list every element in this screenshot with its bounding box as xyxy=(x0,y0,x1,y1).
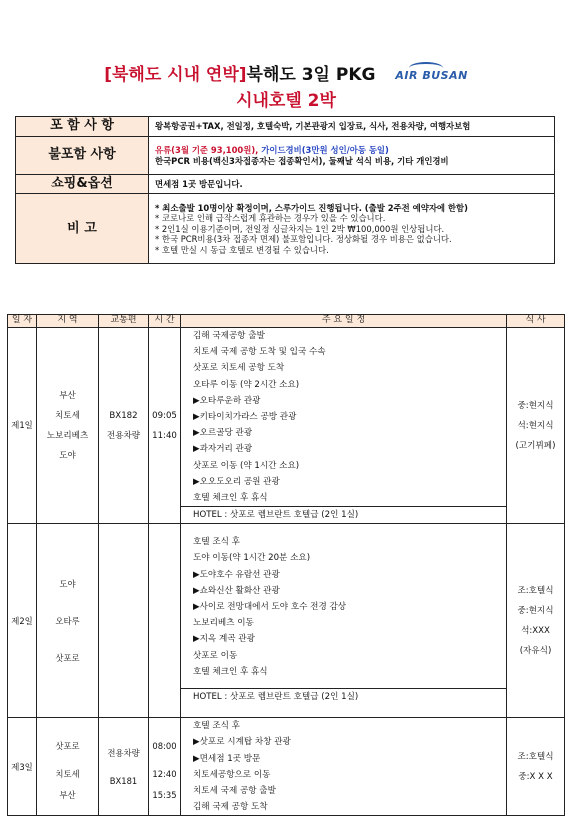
day-label: 제1일 xyxy=(8,328,37,524)
meals: 조:호텔식 중:현지식 석:XXX (자유식) xyxy=(507,524,565,718)
transport: BX182 전용차량 xyxy=(99,328,149,524)
schedule-table xyxy=(7,314,565,816)
times: 09:05 11:40 xyxy=(149,328,181,524)
info-table xyxy=(15,116,555,264)
day-row-2 xyxy=(8,524,565,718)
regions: 삿포로 치토세 부산 xyxy=(37,718,99,816)
remarks-label: 비 고 xyxy=(16,194,149,264)
fuel-charge: 유류(3월 기준 93,100원), xyxy=(155,145,262,155)
air-busan-logo: AIR BUSAN xyxy=(395,69,467,82)
shopping-label: 쇼핑&옵션 xyxy=(16,175,149,194)
day-label: 제2일 xyxy=(8,524,37,718)
regions: 도야 오타루 삿포로 xyxy=(37,524,99,718)
day-plan: 김해 국제공항 출발 치토세 국제 공항 도착 및 입국 수속 삿포로 치토세 공항 도착 오타루 이동 (약 2시간 소요) ▶오타루운하 관광 ▶키타이치가라스 공방 관광 ▶오르골당 관광 ▶과자거리 관광 삿포로 이동 (약 1시간 소요) ▶오오도오리 공원 관광 호텔 체크인 후 휴식 HOTEL : 삿포로 렘브란트 호텔급 (2인 1실) xyxy=(181,328,507,524)
exclude-line-2: 한국PCR 비용(백신3차접종자는 접종확인서), 둘째날 석식 비용, 기타 개인경비 xyxy=(155,155,449,166)
day-plan: 호텔 조식 후 ▶삿포로 시계탑 차창 관광 ▶면세점 1곳 방문 치토세공항으로 이동 치토세 국제 공항 출발 김해 국제 공항 도착 xyxy=(181,718,507,816)
include-label: 포 함 사 항 xyxy=(16,117,149,137)
hotel-info: HOTEL : 삿포로 렘브란트 호텔급 (2인 1실) xyxy=(181,506,506,523)
exclude-value xyxy=(149,137,555,175)
schedule-header: 일 자 지 역 교통편 시 간 주 요 일 정 식 사 xyxy=(8,315,565,328)
regions: 부산 치토세 노보리베츠 도야 xyxy=(37,328,99,524)
meals: 중:현지식 석:현지식 (고기뷔페) xyxy=(507,328,565,524)
meals: 조:호텔식 중:X X X xyxy=(507,718,565,816)
title-rest: 북해도 3일 PKG xyxy=(246,65,376,85)
day-label: 제3일 xyxy=(8,718,37,816)
shopping-value: 면세점 1곳 방문입니다. xyxy=(149,175,555,194)
times: 08:00 12:40 15:35 xyxy=(149,718,181,816)
remarks-value: * 최소출발 10명이상 확정이며, 스루가이드 진행됩니다. (출발 2주전 예약자에 한함) * 코로나로 인해 급작스럽게 휴관하는 경우가 있을 수 있습니다. * 2인1실 이용기준이며, 전일정 싱글차지는 1인 2박 ₩100,000원 인상됩니다. * 한국 PCR비용(3차 접종자 면제) 불포함입니다. 정상화될 경우 비용은 없습니다. * 호텔 만실 시 동급 호텔로 변경될 수 있습니다. xyxy=(149,194,555,264)
subtitle: 시내호텔 2박 xyxy=(236,91,336,111)
guide-fee: 가이드경비(3만원 성인/아동 동일) xyxy=(261,145,389,155)
transport: 전용차량 BX181 xyxy=(99,718,149,816)
day-plan: 호텔 조식 후 도야 이동(약 1시간 20분 소요) ▶도야호수 유람선 관광 ▶쇼와신산 활화산 관광 ▶사이로 전망대에서 도야 호수 전경 감상 노보리베츠 이동 ▶지옥 계곡 관광 삿포로 이동 호텔 체크인 후 휴식 HOTEL : 삿포로 렘브란트 호텔급 (2인 1실) xyxy=(181,524,507,718)
title-bracket: [북해도 시내 연박] xyxy=(104,65,247,85)
include-value: 왕복항공권+TAX, 전일정, 호텔숙박, 기본관광지 입장료, 식사, 전용차량, 여행자보험 xyxy=(149,117,555,137)
times xyxy=(149,524,181,718)
exclude-label: 불포함 사항 xyxy=(16,137,149,175)
day-row-3 xyxy=(8,718,565,816)
main-title xyxy=(0,60,572,85)
transport xyxy=(99,524,149,718)
day-row-1 xyxy=(8,328,565,524)
hotel-info: HOTEL : 삿포로 렘브란트 호텔급 (2인 1실) xyxy=(181,688,506,705)
